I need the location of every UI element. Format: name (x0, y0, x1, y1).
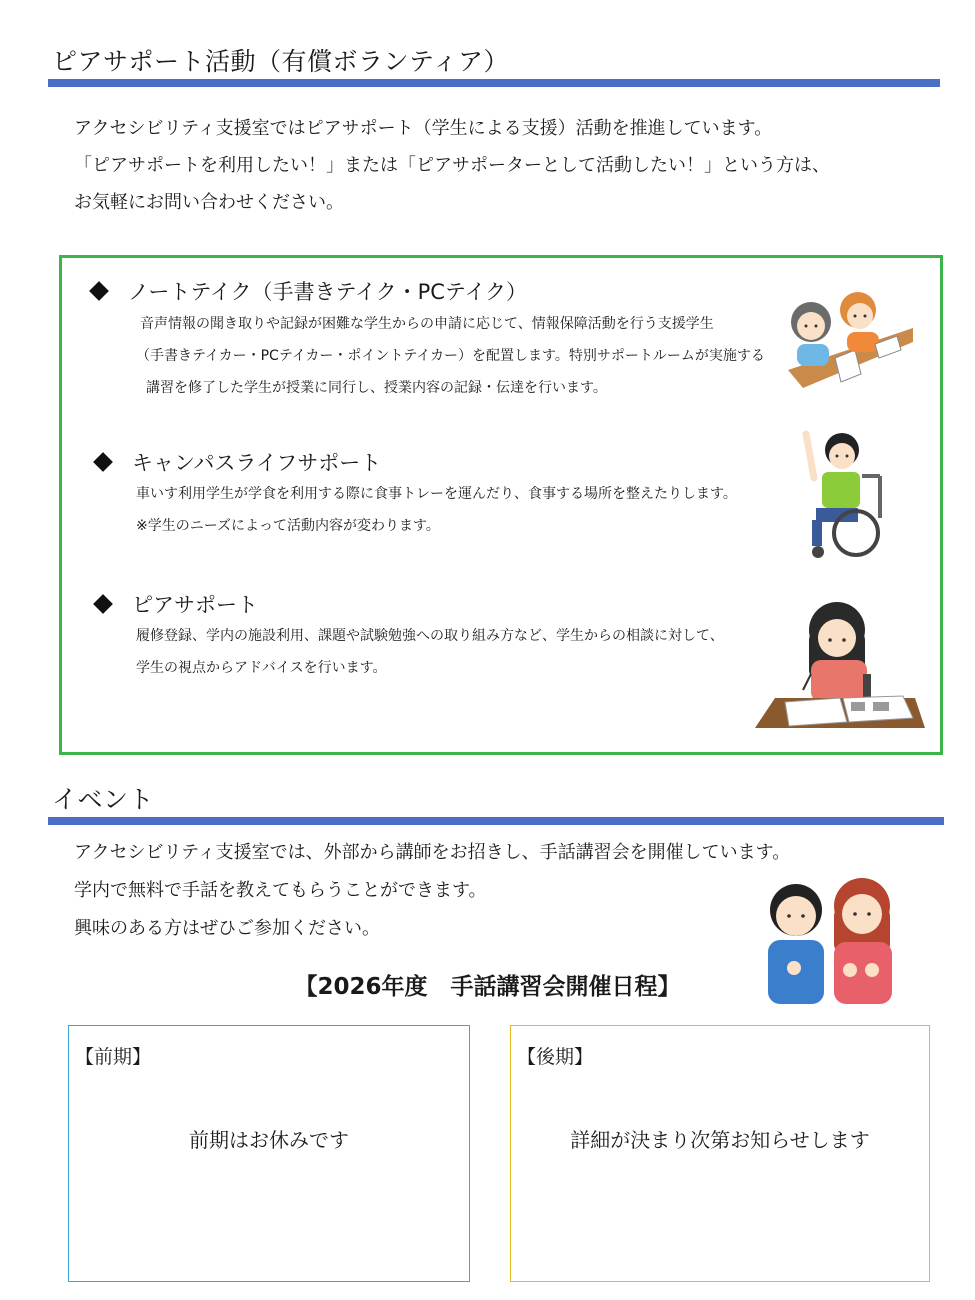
intro-line: アクセシビリティ支援室では、外部から講師をお招きし、手話講習会を開催しています。 (74, 842, 791, 863)
section-divider (48, 817, 944, 825)
note-taking-students-illustration (783, 290, 918, 390)
activity-heading-text: ピアサポート (132, 593, 258, 617)
activity-description (136, 308, 765, 404)
activity-heading-peer-support (96, 589, 258, 619)
activity-heading-note-take (92, 276, 527, 306)
diamond-bullet-icon (89, 281, 109, 301)
description-line: 履修登録、学内の施設利用、課題や試験勉強への取り組み方など、学生からの相談に対して、 (136, 628, 724, 644)
intro-line: 興味のある方はぜひご参加ください。 (74, 918, 380, 939)
intro-line: 学内で無料で手話を教えてもらうことができます。 (74, 880, 487, 901)
activity-description (136, 478, 737, 542)
intro-line: アクセシビリティ支援室ではピアサポート（学生による支援）活動を推進しています。 (74, 118, 773, 139)
schedule-title: 【2026年度 手話講習会開催日程】 (294, 974, 681, 1000)
activity-description (136, 620, 724, 684)
first-term-message: 前期はお休みです (189, 1128, 349, 1152)
events-intro (74, 834, 790, 948)
second-term-message: 詳細が決まり次第お知らせします (570, 1128, 870, 1152)
description-line: 学生の視点からアドバイスを行います。 (136, 660, 387, 676)
section-title-peer-support: ピアサポート活動（有償ボランティア） (52, 47, 510, 76)
peer-support-intro (74, 110, 830, 221)
studying-student-illustration (755, 598, 930, 736)
description-line: ※学生のニーズによって活動内容が変わります。 (136, 518, 440, 534)
section-divider (48, 79, 940, 87)
second-term-box (510, 1025, 930, 1282)
first-term-label: 【前期】 (75, 1046, 152, 1068)
description-line: 車いす利用学生が学食を利用する際に食事トレーを運んだり、食事する場所を整えたりします。 (136, 486, 737, 502)
activity-heading-text: ノートテイク（手書きテイク・PCテイク） (128, 280, 528, 304)
second-term-label: 【後期】 (517, 1046, 594, 1068)
description-line: 講習を修了した学生が授業に同行し、授業内容の記録・伝達を行います。 (146, 380, 607, 396)
section-title-events: イベント (52, 785, 155, 814)
wheelchair-student-illustration (796, 428, 886, 563)
first-term-box (68, 1025, 470, 1282)
diamond-bullet-icon (93, 452, 113, 472)
activity-heading-campus-life (96, 447, 381, 477)
description-line: 音声情報の聞き取りや記録が困難な学生からの申請に応じて、情報保障活動を行う支援学生 (140, 316, 714, 332)
diamond-bullet-icon (93, 594, 113, 614)
activity-heading-text: キャンパスライフサポート (132, 451, 382, 475)
description-line: （手書きテイカー・PCテイカー・ポイントテイカー）を配置します。特別サポートルームが実施する (136, 348, 765, 364)
intro-line: お気軽にお問い合わせください。 (74, 192, 344, 213)
intro-line: 「ピアサポートを利用したい！」または「ピアサポーターとして活動したい！」という方は、 (74, 155, 830, 176)
